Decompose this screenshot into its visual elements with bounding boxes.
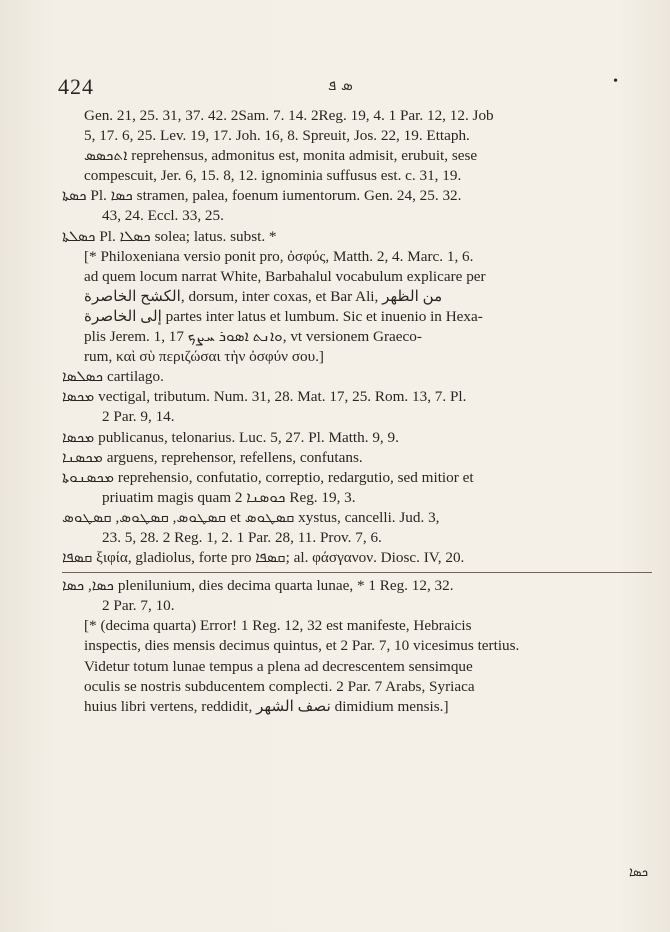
text-line: 5, 17. 6, 25. Lev. 19, 17. Joh. 16, 8. Spreuit, Jos. 22, 19. Ettaph. [84,127,470,145]
text-line: ad quem locum narrat White, Barbahalul vocabulum explicare per [84,267,486,285]
text-line: oculis se nostris subducentem complecti. 2 Par. 7 Arabs, Syriaca [84,677,475,695]
text-line: ܟܣܐ, ܟܣܐ plenilunium, dies decima quarta lunae, * 1 Reg. 12, 32. [62,577,454,595]
text-line: inspectis, dies mensis decimus quintus, et 2 Par. 7, 10 vicesimus tertius. [84,637,520,655]
text-line: ܡܟܣܢܘܬܐ reprehensio, confutatio, correptio, redargutio, sed mitior et [62,468,474,486]
catchword: ܟܣܐ [628,865,648,880]
text-line: priuatim magis quam ܟܘܣܢܐ 2 Reg. 19, 3. [102,488,356,506]
text-line: ܩܣܦܐ ξιφία, gladiolus, forte pro ܩܣܦܐ; al. φάσγανον. Diosc. IV, 20. [62,549,465,567]
text-line: ܡܟܣܐ vectigal, tributum. Num. 31, 28. Mat. 17, 25. Rom. 13, 7. Pl. [62,388,467,406]
text-line: compescuit, Jer. 6, 15. 8, 12. ignominia suffusus est. c. 31, 19. [84,167,462,185]
text-line: [* Philoxeniana versio ponit pro, ὀσφύς, Matth. 2, 4. Marc. 1, 6. [84,247,474,265]
section-rule [62,572,652,573]
margin-dot: • [613,74,618,89]
running-head: ܣ ܦ [328,76,353,94]
text-line: 23. 5, 28. 2 Reg. 1, 2. 1 Par. 28, 11. Prov. 7, 6. [102,528,382,546]
text-line: الكشح الخاصرة, dorsum, inter coxas, et Bar Ali, من الظهر [84,287,443,305]
text-line: rum, καὶ σὺ περιζώσαι τὴν ὀσφύν σου.] [84,348,324,366]
text-line: 43, 24. Eccl. 33, 25. [102,207,224,225]
text-line: plis Jerem. 1, 17 ܘܐܢܬ ܐܣܘܪ ܚܨܟ, vt versionem Graeco- [84,328,422,346]
text-line: ܡܟܣܢܐ arguens, reprehensor, refellens, confutans. [62,448,363,466]
text-line: إلى الخاصرة partes inter latus et lumbum. Sic et inuenio in Hexa- [84,307,483,325]
text-line: ܟܣܠܬܐ Pl. ܟܣܠܐ solea; latus. subst. * [62,227,277,245]
page-header [58,74,630,102]
dictionary-text [62,106,652,717]
text-line: ܩܣܛܘܣ, ܩܣܛܘܣ, ܩܣܛܘܣ et ܩܣܛܘܣ xystus, cancelli. Jud. 3, [62,508,440,526]
text-line: huius libri vertens, reddidit, نصف الشهر dimidium mensis.] [84,697,449,715]
text-line: [* (decima quarta) Error! 1 Reg. 12, 32 est manifeste, Hebraicis [84,617,472,635]
text-line: ܡܟܣܐ publicanus, telonarius. Luc. 5, 27. Pl. Matth. 9, 9. [62,428,399,446]
text-line: ܟܣܬܐ Pl. ܟܣܐ stramen, palea, foenum iumentorum. Gen. 24, 25. 32. [62,187,462,205]
text-line: Videtur totum lunae tempus a plena ad decrescentem sensimque [84,657,473,675]
page-number: 424 [58,74,94,99]
text-line: Gen. 21, 25. 31, 37. 42. 2Sam. 7. 14. 2Reg. 19, 4. 1 Par. 12, 12. Job [84,107,494,124]
text-line: ܐܬܟܣܣ reprehensus, admonitus est, monita admisit, erubuit, sese [84,147,478,165]
text-line: 2 Par. 7, 10. [102,597,175,615]
text-line: 2 Par. 9, 14. [102,408,175,426]
text-line: ܟܣܠܣܐ cartilago. [62,368,164,386]
